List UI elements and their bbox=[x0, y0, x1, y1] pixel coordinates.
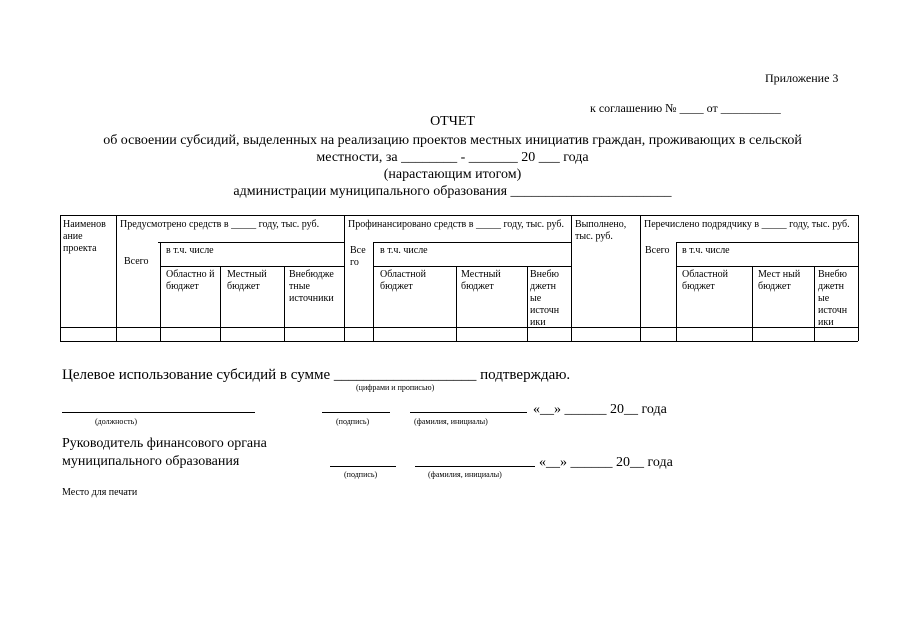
transferred-extra: Внебю джетн ые источн ики bbox=[818, 269, 848, 328]
transferred-total: Всего bbox=[645, 245, 670, 256]
report-title: ОТЧЕТ bbox=[430, 114, 475, 129]
date-line-2: «__» ______ 20__ года bbox=[539, 455, 673, 470]
caption-amount: (цифрами и прописью) bbox=[356, 383, 435, 392]
subtitle-line-4: администрации муниципального образования _______________________ bbox=[233, 184, 672, 199]
position-line bbox=[62, 412, 255, 413]
col-header-planned: Предусмотрено средств в _____ году, тыс. руб. bbox=[120, 219, 320, 230]
subtitle-line-2: местности, за ________ - _______ 20 ___ года bbox=[316, 150, 589, 165]
caption-sign-1: (подпись) bbox=[336, 417, 370, 426]
caption-position: (должность) bbox=[95, 417, 137, 426]
name-line-2 bbox=[415, 466, 535, 467]
signature-line-2 bbox=[330, 466, 396, 467]
col-header-financed: Профинансировано средств в _____ году, тыс. руб. bbox=[348, 219, 564, 230]
planned-incl: в т.ч. числе bbox=[166, 245, 214, 256]
confirm-text: Целевое использование субсидий в сумме ___________________ подтверждаю. bbox=[62, 367, 571, 383]
financed-local: Местный бюджет bbox=[461, 269, 501, 292]
head-line-2: муниципального образования bbox=[62, 454, 240, 469]
planned-total: Всего bbox=[124, 256, 149, 267]
signature-line-1 bbox=[322, 412, 390, 413]
financed-extra: Внебю джетн ые источн ики bbox=[530, 269, 560, 328]
col-header-done: Выполнено, тыс. руб. bbox=[575, 219, 627, 242]
financed-regional: Областной бюджет bbox=[380, 269, 427, 292]
date-line-1: «__» ______ 20__ года bbox=[533, 402, 667, 417]
head-line-1: Руководитель финансового органа bbox=[62, 436, 267, 451]
name-line-1 bbox=[410, 412, 527, 413]
transferred-incl: в т.ч. числе bbox=[682, 245, 730, 256]
appendix-label: Приложение 3 bbox=[765, 71, 839, 85]
subtitle-line-1: об освоении субсидий, выделенных на реализацию проектов местных инициатив граждан, проживающих в сельской bbox=[103, 133, 802, 148]
planned-regional: Областно й бюджет bbox=[166, 269, 215, 292]
caption-name-2: (фамилия, инициалы) bbox=[428, 470, 502, 479]
financed-incl: в т.ч. числе bbox=[380, 245, 428, 256]
financed-total: Все го bbox=[350, 245, 366, 268]
caption-name-1: (фамилия, инициалы) bbox=[414, 417, 488, 426]
col-header-project: Наименов ание проекта bbox=[63, 219, 106, 254]
planned-local: Местный бюджет bbox=[227, 269, 267, 292]
transferred-local: Мест ный бюджет bbox=[758, 269, 801, 292]
planned-extra: Внебюдже тные источники bbox=[289, 269, 334, 304]
caption-sign-2: (подпись) bbox=[344, 470, 378, 479]
transferred-regional: Областной бюджет bbox=[682, 269, 729, 292]
col-header-transferred: Перечислено подрядчику в _____ году, тыс. руб. bbox=[644, 219, 850, 230]
agreement-line: к соглашению № ____ от __________ bbox=[590, 101, 781, 115]
subtitle-line-3: (нарастающим итогом) bbox=[383, 167, 522, 182]
stamp-place: Место для печати bbox=[62, 487, 138, 498]
